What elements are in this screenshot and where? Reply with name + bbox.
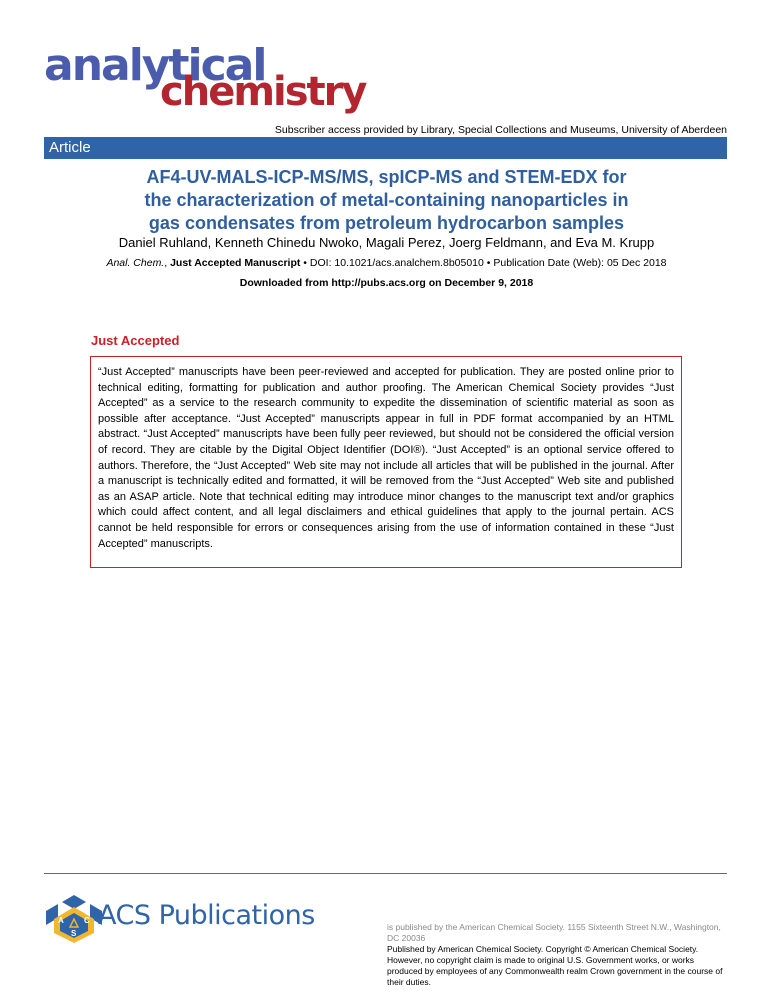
citation-separator: , — [164, 257, 171, 269]
download-note: Downloaded from http://pubs.acs.org on December 9, 2018 — [239, 277, 534, 289]
journal-logo — [44, 40, 374, 116]
just-accepted-body: “Just Accepted” manuscripts have been peer-reviewed and accepted for publication. They are posted online prior to technical editing, formatting for publication and author proofing. The American Chemical Society provides “Just Accepted” as a service to the research community to expedite the dissemination of scientific material as soon as possible after acceptance. “Just Accepted” manuscripts appear in full in PDF format accompanied by an HTML abstract. “Just Accepted” manuscripts have been fully peer reviewed, but should not be considered the official version of record. They are citable by the Digital Object Identifier (DOI®). “Just Accepted” is an optional service offered to authors. Therefore, the “Just Accepted” Web site may not include all articles that will be published in the journal. After a manuscript is technically edited and formatted, it will be removed from the “Just Accepted” Web site and published as an ASAP article. Note that technical editing may introduce minor changes to the manuscript text and/or graphics which could affect content, and all legal disclaimers and ethical guidelines that apply to the journal pertain. ACS cannot be held responsible for errors or consequences arising from the use of information contained in these “Just Accepted” manuscripts. — [98, 366, 674, 550]
acs-hexagon-logo-icon — [44, 893, 104, 945]
acs-publications-wordmark: ACS Publications — [98, 900, 315, 931]
subscriber-access-note: Subscriber access provided by Library, Special Collections and Museums, University of Aberdeen — [274, 124, 727, 136]
manuscript-status: Just Accepted Manuscript — [170, 257, 301, 269]
just-accepted-heading: Just Accepted — [91, 333, 180, 348]
title-line: AF4-UV-MALS-ICP-MS/MS, spICP-MS and STEM-EDX for — [146, 167, 627, 187]
title-line: the characterization of metal-containing nanoparticles in — [144, 190, 629, 210]
author-list: Daniel Ruhland, Kenneth Chinedu Nwoko, Magali Perez, Joerg Feldmann, and Eva M. Krupp — [118, 235, 655, 250]
acs-logo-letter: S — [71, 929, 77, 938]
acs-logo-letter: C — [84, 916, 90, 925]
just-accepted-notice — [90, 356, 682, 568]
title-line: gas condensates from petroleum hydrocarbon samples — [148, 213, 625, 233]
article-type-label: Article — [49, 139, 91, 156]
citation-line — [40, 257, 733, 269]
article-type-bar — [44, 137, 727, 159]
logo-word-chemistry: chemistry — [160, 69, 366, 115]
acs-logo-letter: A — [58, 916, 64, 925]
copyright-notice: Published by American Chemical Society. Copyright © American Chemical Society. However, no copyright claim is made to original U.S. Government works, or works produced by employees of any Commonwealth realm Crown government in the course of their duties. — [387, 944, 723, 987]
publisher-address: is published by the American Chemical Society. 1155 Sixteenth Street N.W., Washington, DC 20036 — [387, 922, 721, 943]
logo-word-analytical: analytical — [44, 40, 266, 91]
footer-divider — [44, 873, 727, 874]
journal-abbrev: Anal. Chem. — [106, 257, 165, 269]
article-title — [60, 166, 713, 235]
doi-and-date: • DOI: 10.1021/acs.analchem.8b05010 • Publication Date (Web): 05 Dec 2018 — [300, 257, 667, 269]
